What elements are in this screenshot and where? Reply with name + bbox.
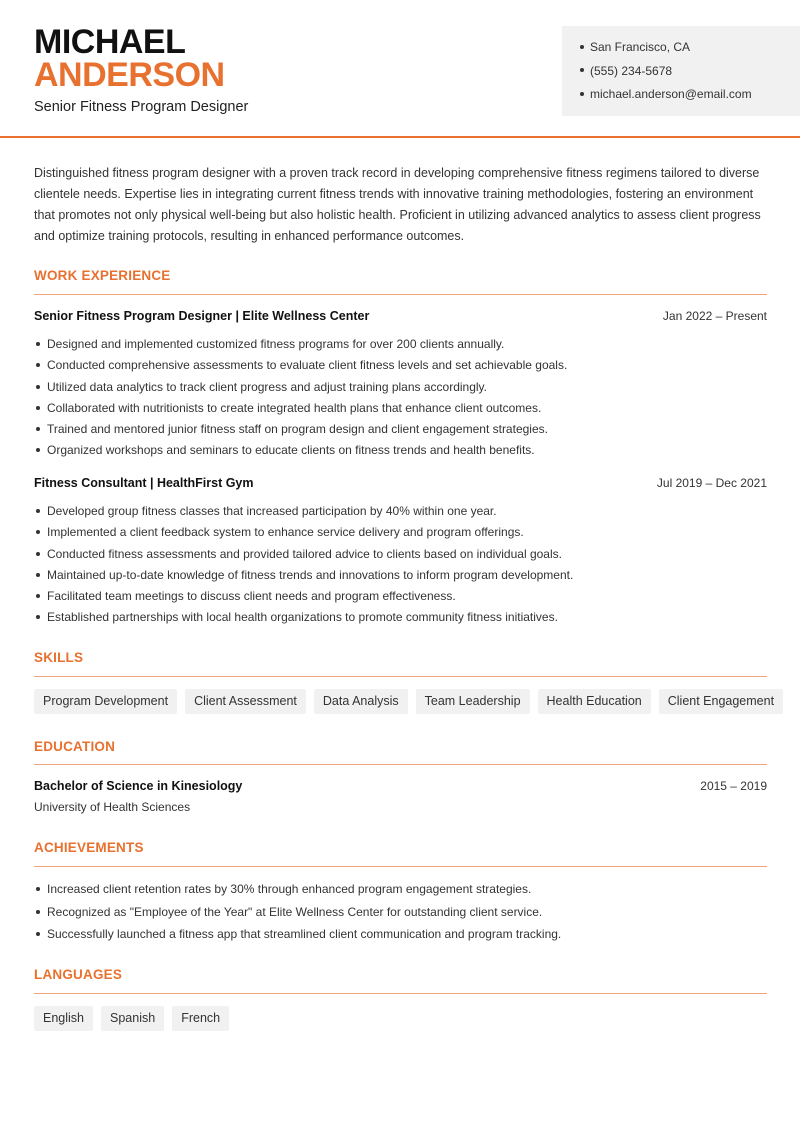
education-dates: 2015 – 2019 <box>700 779 767 793</box>
skill-tag: Program Development <box>34 689 177 714</box>
list-item: Established partnerships with local health organizations to promote community fitness initiatives. <box>34 610 774 631</box>
job-header <box>34 309 767 323</box>
section-divider <box>34 676 767 677</box>
job-bullets <box>34 504 774 632</box>
education-degree: Bachelor of Science in Kinesiology <box>34 779 243 793</box>
job-dates: Jan 2022 – Present <box>662 309 767 323</box>
job-bullets <box>34 337 774 465</box>
job-title: Senior Fitness Program Designer <box>34 99 249 115</box>
section-divider <box>34 764 767 765</box>
language-tag: English <box>34 1006 93 1031</box>
list-item: Developed group fitness classes that increased participation by 40% within one year. <box>34 504 774 525</box>
contact-email <box>580 87 800 111</box>
job-role: Fitness Consultant | HealthFirst Gym <box>34 476 254 490</box>
contact-location <box>580 40 800 64</box>
bullet-icon <box>580 45 584 49</box>
header-divider <box>0 136 800 138</box>
job-dates: Jul 2019 – Dec 2021 <box>656 476 767 490</box>
contact-phone <box>580 64 800 88</box>
skill-tag: Data Analysis <box>314 689 408 714</box>
list-item: Conducted comprehensive assessments to evaluate client fitness levels and set achievable goals. <box>34 358 774 379</box>
list-item: Maintained up-to-date knowledge of fitness trends and innovations to inform program development. <box>34 568 774 589</box>
list-item: Implemented a client feedback system to enhance service delivery and program offerings. <box>34 525 774 546</box>
section-title-languages: LANGUAGES <box>34 967 123 982</box>
summary: Distinguished fitness program designer with a proven track record in developing comprehensive fitness regimens tailored to diverse clientele needs. Expertise lies in integrating current fitness trends with innovative training methodologies, fostering an environment that promotes not only physical well-being but also holistic health. Proficient in utilizing advanced analytics to assess client progress and optimize training protocols, resulting in enhanced performance outcomes. <box>34 166 761 243</box>
skill-tag: Health Education <box>538 689 651 714</box>
contact-email-text: michael.anderson@email.com <box>590 87 752 101</box>
language-tag: Spanish <box>101 1006 164 1031</box>
list-item: Facilitated team meetings to discuss client needs and program effectiveness. <box>34 589 774 610</box>
contact-location-text: San Francisco, CA <box>590 40 691 54</box>
list-item: Successfully launched a fitness app that streamlined client communication and program tracking. <box>34 927 774 950</box>
section-divider <box>34 866 767 867</box>
languages-list <box>34 1006 229 1031</box>
bullet-icon <box>580 68 584 72</box>
section-title-achievements: ACHIEVEMENTS <box>34 840 144 855</box>
list-item: Trained and mentored junior fitness staff on program design and client engagement strategies. <box>34 422 774 443</box>
bullet-icon <box>580 92 584 96</box>
skill-tag: Client Assessment <box>185 689 306 714</box>
first-name: MICHAEL <box>34 23 186 61</box>
list-item: Designed and implemented customized fitness programs for over 200 clients annually. <box>34 337 774 358</box>
job-header <box>34 476 767 490</box>
skill-tag: Client Engagement <box>659 689 783 714</box>
education-school: University of Health Sciences <box>34 800 191 814</box>
contact-phone-text: (555) 234-5678 <box>590 63 673 78</box>
section-title-education: EDUCATION <box>34 739 116 754</box>
list-item: Recognized as "Employee of the Year" at Elite Wellness Center for outstanding client service. <box>34 905 774 928</box>
job-role: Senior Fitness Program Designer | Elite Wellness Center <box>34 309 370 323</box>
list-item: Collaborated with nutritionists to create integrated health plans that enhance client outcomes. <box>34 401 774 422</box>
section-title-work: WORK EXPERIENCE <box>34 268 171 283</box>
list-item: Organized workshops and seminars to educate clients on fitness trends and health benefits. <box>34 443 774 464</box>
resume-header <box>0 0 800 138</box>
section-divider <box>34 294 767 295</box>
list-item: Utilized data analytics to track client progress and adjust training plans accordingly. <box>34 380 774 401</box>
section-divider <box>34 993 767 994</box>
skills-list <box>34 689 783 714</box>
last-name: ANDERSON <box>34 56 225 94</box>
skill-tag: Team Leadership <box>416 689 530 714</box>
achievements-list <box>34 882 774 950</box>
contact-box <box>562 26 800 116</box>
list-item: Increased client retention rates by 30% through enhanced program engagement strategies. <box>34 882 774 905</box>
section-title-skills: SKILLS <box>34 650 84 665</box>
list-item: Conducted fitness assessments and provided tailored advice to clients based on individual goals. <box>34 547 774 568</box>
language-tag: French <box>172 1006 229 1031</box>
